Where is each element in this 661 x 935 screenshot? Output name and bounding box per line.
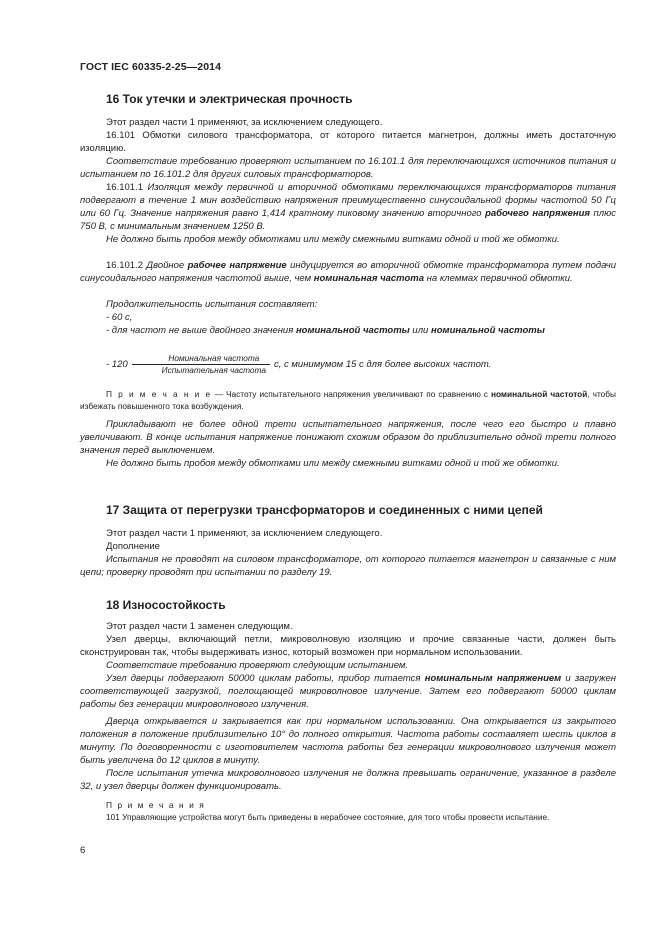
clause-text-mid: индуцируется во вторичной обмотке трансформатора путем подачи синусоидального напряжения частотой выше, чем: [80, 260, 616, 284]
term-rated-frequency: номинальная частота: [313, 272, 425, 284]
s18-paragraph-6: После испытания утечка микроволнового излучения не должна превышать ограничение, указанное в разделе 32, и узел дверцы должен функционировать.: [80, 768, 616, 792]
s17-paragraph-addition: Дополнение: [106, 541, 160, 552]
document-header: ГОСТ IEC 60335-2-25—2014: [80, 61, 222, 73]
s18-paragraph-2: Узел дверцы, включающий петли, микроволновую изоляцию и прочие связанные части, должен быть сконструирован так, чтобы выдерживать износ, который возможен при нормальном использовании.: [80, 634, 616, 658]
s16-note: П р и м е ч а н и е — Частоту испытательного напряжения увеличивают по сравнению с номинальной частотой, чтобы избежать повышенного тока возбуждения.: [80, 389, 616, 411]
clause-number: 16.101.1: [106, 182, 148, 193]
s16-paragraph-no-breakdown-2: Не должно быть пробоя между обмотками или между смежными витками одной и той же обмотки.: [106, 458, 560, 469]
clause-text-end: на клеммах первичной обмотки.: [424, 272, 573, 284]
s18-notes-label: П р и м е ч а н и я: [106, 800, 206, 810]
term-rated-frequency: номинальной частоты: [431, 325, 545, 336]
formula-suffix: с, с минимумом 15 с для более высоких частот.: [273, 359, 492, 371]
term-working-voltage: рабочее напряжение: [187, 260, 287, 271]
s16-paragraph-apply-voltage: Прикладывают не более одной трети испытательного напряжения, после чего его быстро и плавно увеличивают. В конце испытания напряжение понижают схожим образом до приблизительно одной трети полного значения перед выключением.: [80, 419, 616, 456]
fraction-denominator: Испытательная частота: [161, 365, 266, 375]
clause-text: Двойное: [146, 260, 188, 271]
s16-paragraph-2: 16.101 Обмотки силового трансформатора, от которого питается магнетрон, должны иметь достаточную изоляцию.: [80, 130, 616, 154]
clause-text-end: плюс 750 В, с минимальным значением 1250 В.: [80, 207, 616, 232]
clause-number: 16.101.2: [106, 260, 147, 271]
s16-duration-item-1: - 60 с,: [106, 312, 133, 323]
s16-duration-intro: Продолжительность испытания составляет:: [106, 299, 318, 310]
s18-paragraph-5: Дверца открывается и закрывается как при нормальном использовании. Она открывается из закрытого положения в положение приблизительно 10° до полного открытия. Частота работы составляет шесть циклов в минуту. По договоренности с изготовителем частота работы без генерации микроволнового излучения может быть увеличена до 12 циклов в минуту.: [80, 716, 616, 766]
s17-paragraph-3: Испытания не проводят на силовом трансформаторе, от которого питается магнетрон и связанные с ним цепи; проверку проводят при испытании по разделу 19.: [80, 554, 616, 578]
note-label: П р и м е ч а н и е: [106, 389, 212, 399]
section-16-heading: 16 Ток утечки и электрическая прочность: [106, 92, 353, 106]
s16-duration-formula: [80, 353, 616, 376]
clause-text: Изоляция между первичной и вторичной обмотками переключающихся трансформаторов питания подвергают в течение 1 мин воздействию напряжения преимущественно синусоидальной формы частотой 50 Гц или 60 Гц. Значение напряжения равно 1,414 кратному пиковому значению вторичного: [80, 182, 616, 219]
s16-paragraph-3: Соответствие требованию проверяют испытанием по 16.101.1 для переключающихся источников питания и испытанием по 16.101.2 для других силовых трансформаторов.: [80, 156, 616, 180]
s18-note-101: 101 Управляющие устройства могут быть приведены в нерабочее состояние, для того чтобы провести испытание.: [106, 812, 550, 822]
term-rated-voltage: номинальным напряжением: [424, 673, 562, 684]
s18-paragraph-1: Этот раздел части 1 заменен следующим.: [106, 621, 293, 632]
section-17-heading: 17 Защита от перегрузки трансформаторов и соединенных с ними цепей: [106, 503, 543, 517]
section-18-heading: 18 Износостойкость: [106, 598, 226, 612]
formula-prefix: - 120: [106, 359, 128, 371]
term-rated-frequency: номинальной частотой: [490, 389, 588, 399]
term-rated-frequency: номинальной частоты: [295, 325, 410, 336]
page-number: 6: [80, 845, 86, 856]
term-working-voltage: рабочего напряжения: [485, 207, 590, 219]
s16-duration-item-2: - для частот не выше двойного значения номинальной частоты или номинальной частоты: [106, 325, 545, 336]
s16-paragraph-no-breakdown-1: Не должно быть пробоя между обмотками или между смежными витками одной и той же обмотки.: [106, 234, 560, 245]
formula-fraction: [132, 353, 270, 376]
fraction-numerator: Номинальная частота: [132, 353, 270, 365]
s18-paragraph-4: Узел дверцы подвергают 50000 циклам работы, прибор питается номинальным напряжением и загружен соответствующей загрузкой, поглощающей микроволновое излучение. Затем его подвергают 50000 циклам работы без генерации микроволнового излучения.: [80, 673, 616, 710]
s16-paragraph-1: Этот раздел части 1 применяют, за исключением следующего.: [106, 117, 383, 128]
s17-paragraph-1: Этот раздел части 1 применяют, за исключением следующего.: [106, 528, 383, 539]
s16-paragraph-16-101-2: [80, 260, 616, 286]
s18-paragraph-3: Соответствие требованию проверяют следующим испытанием.: [106, 660, 409, 671]
s16-paragraph-16-101-1: [80, 182, 616, 234]
